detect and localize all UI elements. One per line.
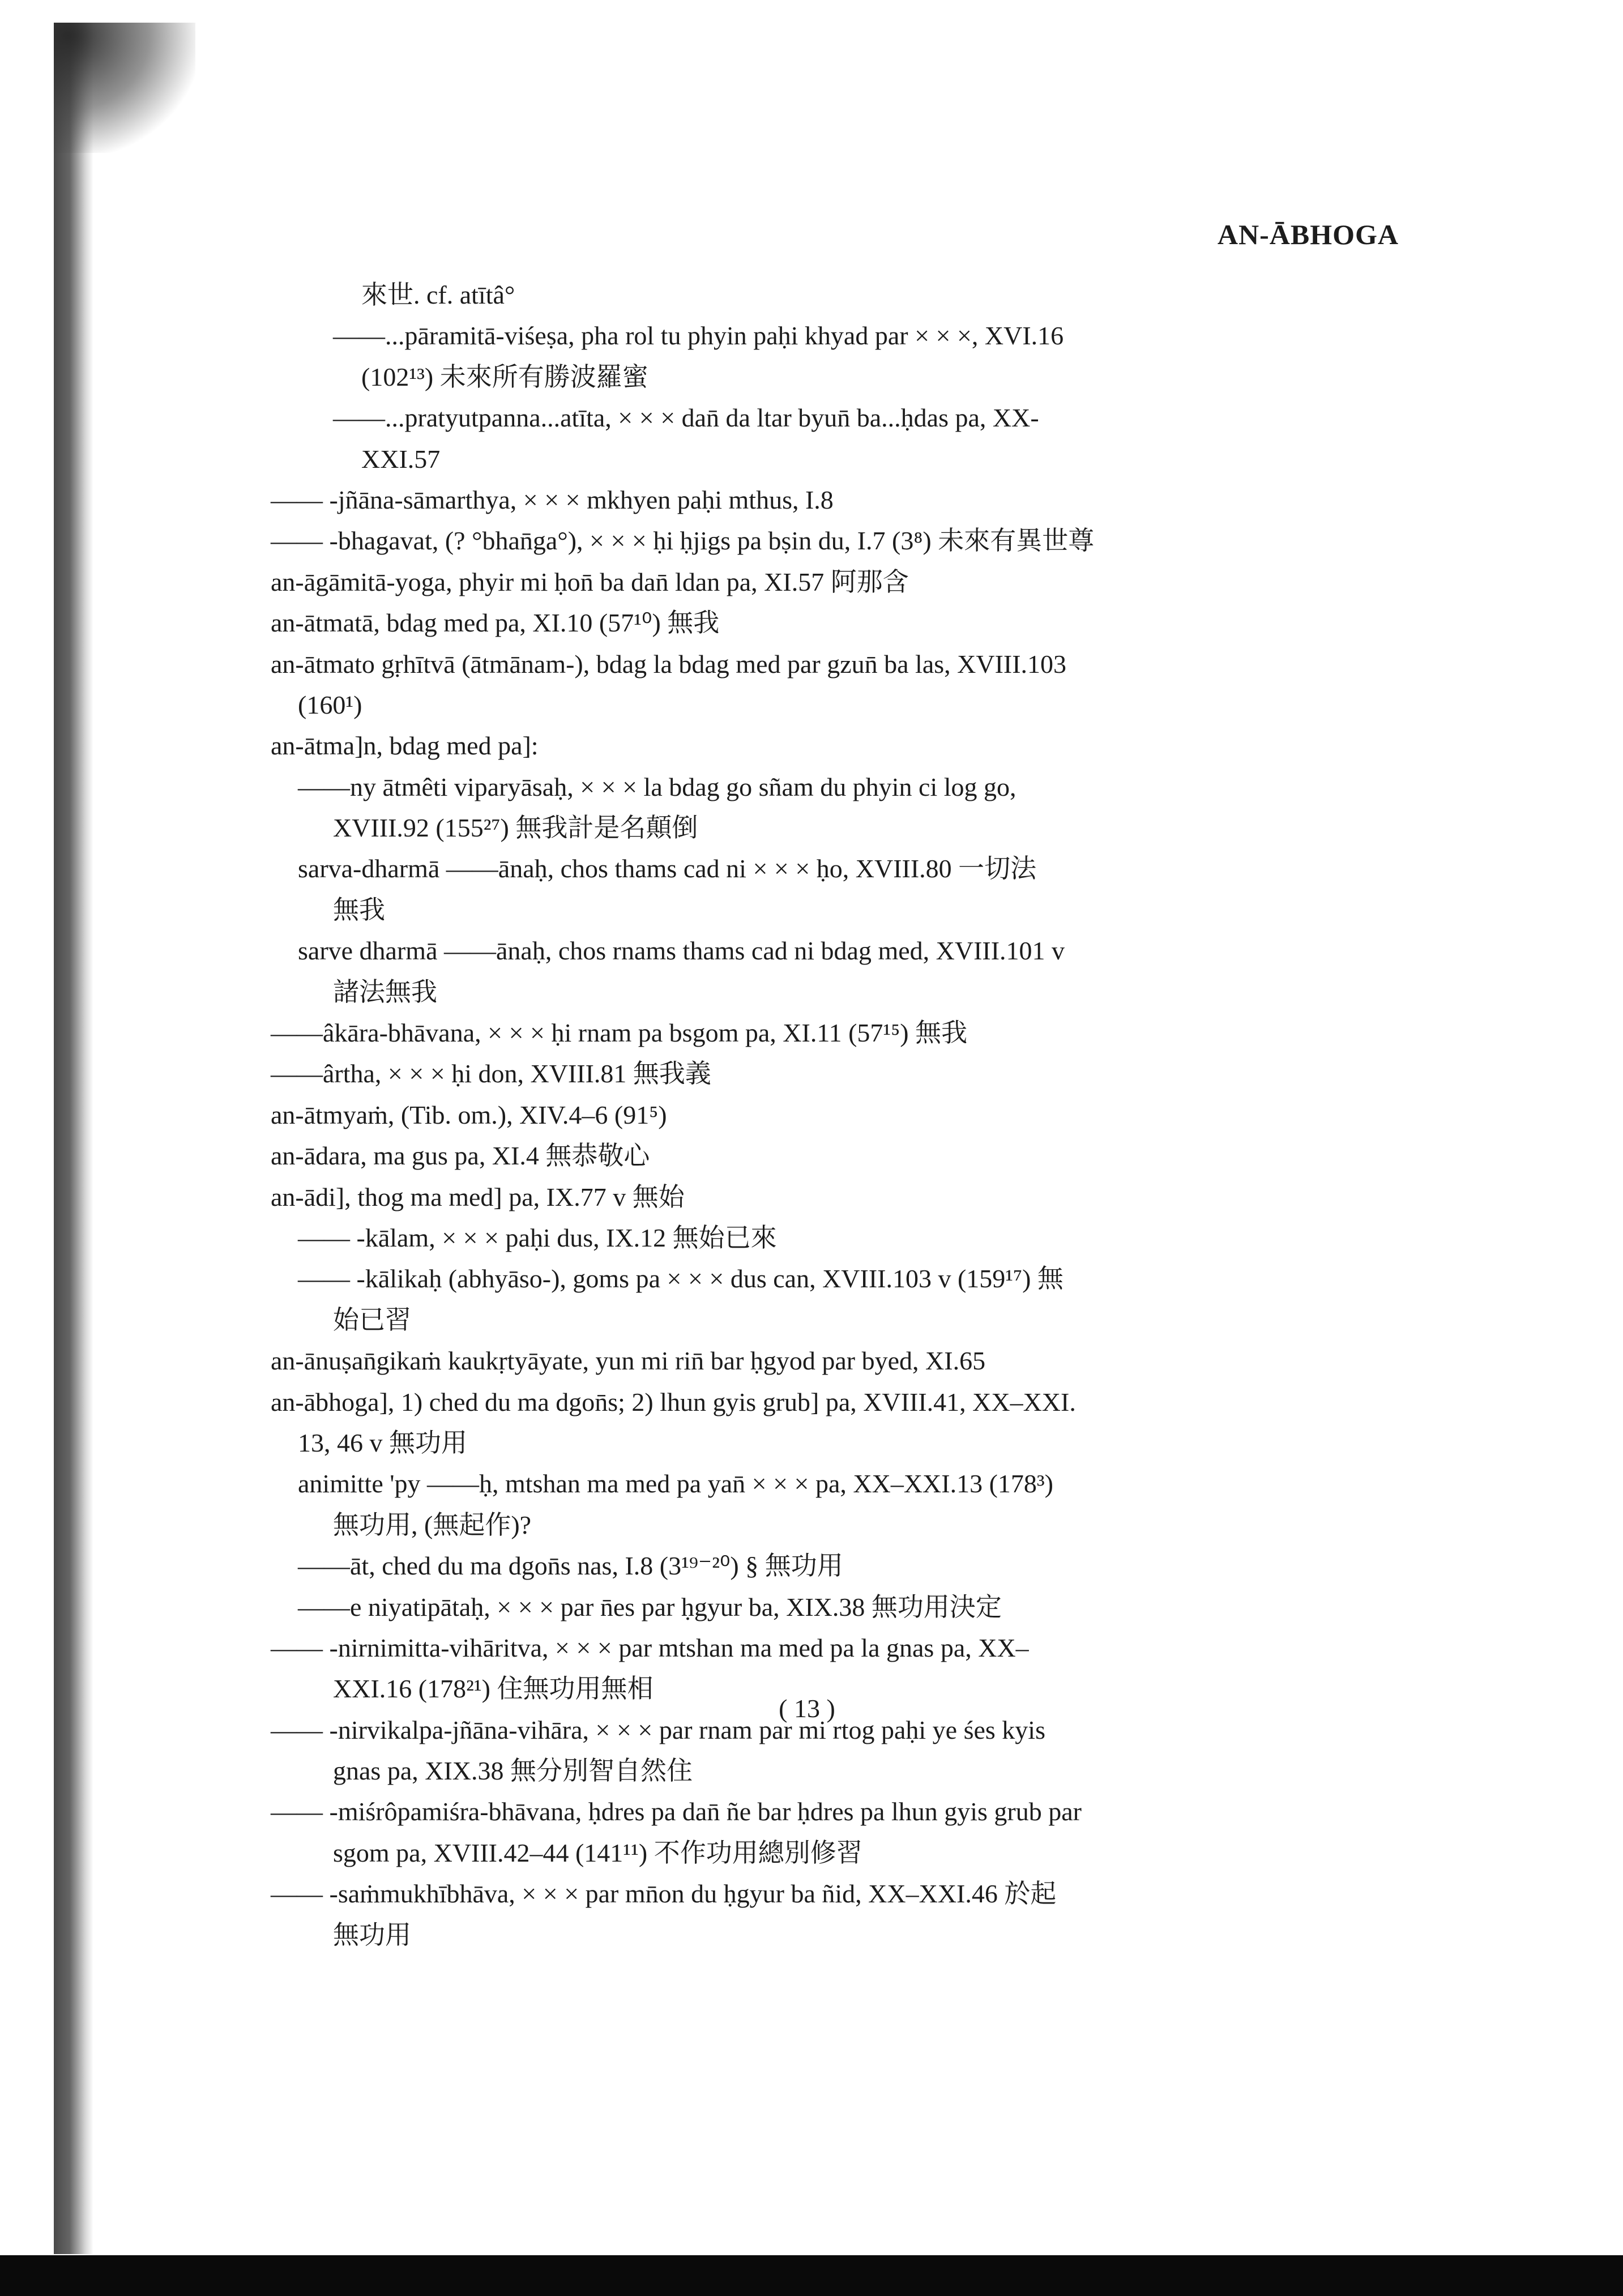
entry-line: ——āt, ched du ma dgon̄s nas, I.8 (3¹⁹⁻²⁰) § 無功用 <box>298 1551 843 1581</box>
entry-line: 13, 46 v 無功用 <box>298 1428 467 1457</box>
entry-line: an-ābhoga], 1) ched du ma dgon̄s; 2) lhun gyis grub] pa, XVIII.41, XX–XXI. <box>271 1387 1076 1416</box>
entry-line: animitte 'py ——ḥ, mtshan ma med pa yan̄ × × × pa, XX–XXI.13 (178³) <box>298 1469 1053 1499</box>
entry-line: an-ātma]n, bdag med pa]: <box>271 731 539 761</box>
running-head: AN-ĀBHOGA <box>1217 219 1399 250</box>
entry-line: an-ātmatā, bdag med pa, XI.10 (57¹⁰) 無我 <box>271 608 720 638</box>
entry-line: an-āgāmitā-yoga, phyir mi ḥon̄ ba dan̄ ldan pa, XI.57 阿那含 <box>271 567 909 596</box>
entry-line: an-ānuṣan̄gikaṁ kaukṛtyāyate, yun mi rin̄ bar ḥgyod par byed, XI.65 <box>271 1346 986 1376</box>
scan-corner-shadow <box>54 23 195 153</box>
entry-line: sgom pa, XVIII.42–44 (141¹¹) 不作功用總別修習 <box>333 1838 862 1867</box>
entry-line: ——e niyatipātaḥ, × × × par n̄es par ḥgyur ba, XIX.38 無功用決定 <box>298 1592 1002 1621</box>
entry-line: sarve dharmā ——ānaḥ, chos rnams thams cad ni bdag med, XVIII.101 v <box>298 936 1065 966</box>
entry-line: ——âkāra-bhāvana, × × × ḥi rnam pa bsgom pa, XI.11 (57¹⁵) 無我 <box>271 1018 968 1048</box>
page-number: ( 13 ) <box>779 1694 835 1723</box>
entry-line: an-ātmyaṁ, (Tib. om.), XIV.4–6 (91⁵) <box>271 1100 667 1129</box>
entry-line: an-ādi], thog ma med] pa, IX.77 v 無始 <box>271 1182 685 1211</box>
entry-line: ——...pratyutpanna...atīta, × × × dan̄ da ltar byun̄ ba...ḥdas pa, XX- <box>333 403 1039 433</box>
entry-line: sarva-dharmā ——ānaḥ, chos thams cad ni × × × ḥo, XVIII.80 一切法 <box>298 854 1037 884</box>
entry-line: 始已習 <box>333 1305 411 1334</box>
binding-shadow <box>54 23 93 2254</box>
entry-line: —— -kālam, × × × paḥi dus, IX.12 無始已來 <box>298 1223 777 1252</box>
entry-line: —— -kālikaḥ (abhyāso-), goms pa × × × dus can, XVIII.103 v (159¹⁷) 無 <box>298 1264 1064 1294</box>
entry-line: 無功用 <box>333 1920 411 1949</box>
entry-line: (160¹) <box>298 690 362 719</box>
entry-line: —— -miśrôpamiśra-bhāvana, ḥdres pa dan̄ ñe bar ḥdres pa lhun gyis grub par <box>271 1797 1082 1826</box>
entry-line: —— -jñāna-sāmarthya, × × × mkhyen paḥi mthus, I.8 <box>271 485 834 514</box>
entry-line: XVIII.92 (155²⁷) 無我計是名顛倒 <box>333 813 698 843</box>
entry-line: ——...pāramitā-viśeṣa, pha rol tu phyin paḥi khyad par × × ×, XVI.16 <box>333 321 1064 351</box>
entry-line: 無我 <box>333 895 385 924</box>
entry-line: —— -nirnimitta-vihāritva, × × × par mtshan ma med pa la gnas pa, XX– <box>271 1633 1029 1662</box>
entry-line: ——ny ātmêti viparyāsaḥ, × × × la bdag go sñam du phyin ci log go, <box>298 772 1016 801</box>
entry-line: gnas pa, XIX.38 無分別智自然住 <box>333 1756 693 1786</box>
entry-line: XXI.16 (178²¹) 住無功用無相 <box>333 1674 654 1704</box>
entry-line: —— -bhagavat, (? °bhan̄ga°), × × × ḥi ḥjigs pa bṣin du, I.7 (3⁸) 未來有異世尊 <box>271 526 1095 556</box>
entry-line: —— -nirvikalpa-jñāna-vihāra, × × × par rnam par mi rtog paḥi ye śes kyis <box>271 1715 1045 1744</box>
entry-line: an-ātmato gṛhītvā (ātmānam-), bdag la bdag med par gzun̄ ba las, XVIII.103 <box>271 649 1067 678</box>
entry-line: (102¹³) 未來所有勝波羅蜜 <box>361 362 648 391</box>
entry-line: 諸法無我 <box>333 977 437 1006</box>
entry-line: ——ârtha, × × × ḥi don, XVIII.81 無我義 <box>271 1059 711 1089</box>
scan-bottom-edge <box>0 2255 1623 2296</box>
entry-line: 無功用, (無起作)? <box>333 1510 532 1539</box>
entry-line: XXI.57 <box>361 444 441 473</box>
entry-line: —— -saṁmukhībhāva, × × × par mn̄on du ḥgyur ba ñid, XX–XXI.46 於起 <box>271 1879 1057 1909</box>
entry-line: 來世. cf. atītâ° <box>361 280 515 309</box>
entry-line: an-ādara, ma gus pa, XI.4 無恭敬心 <box>271 1141 650 1171</box>
